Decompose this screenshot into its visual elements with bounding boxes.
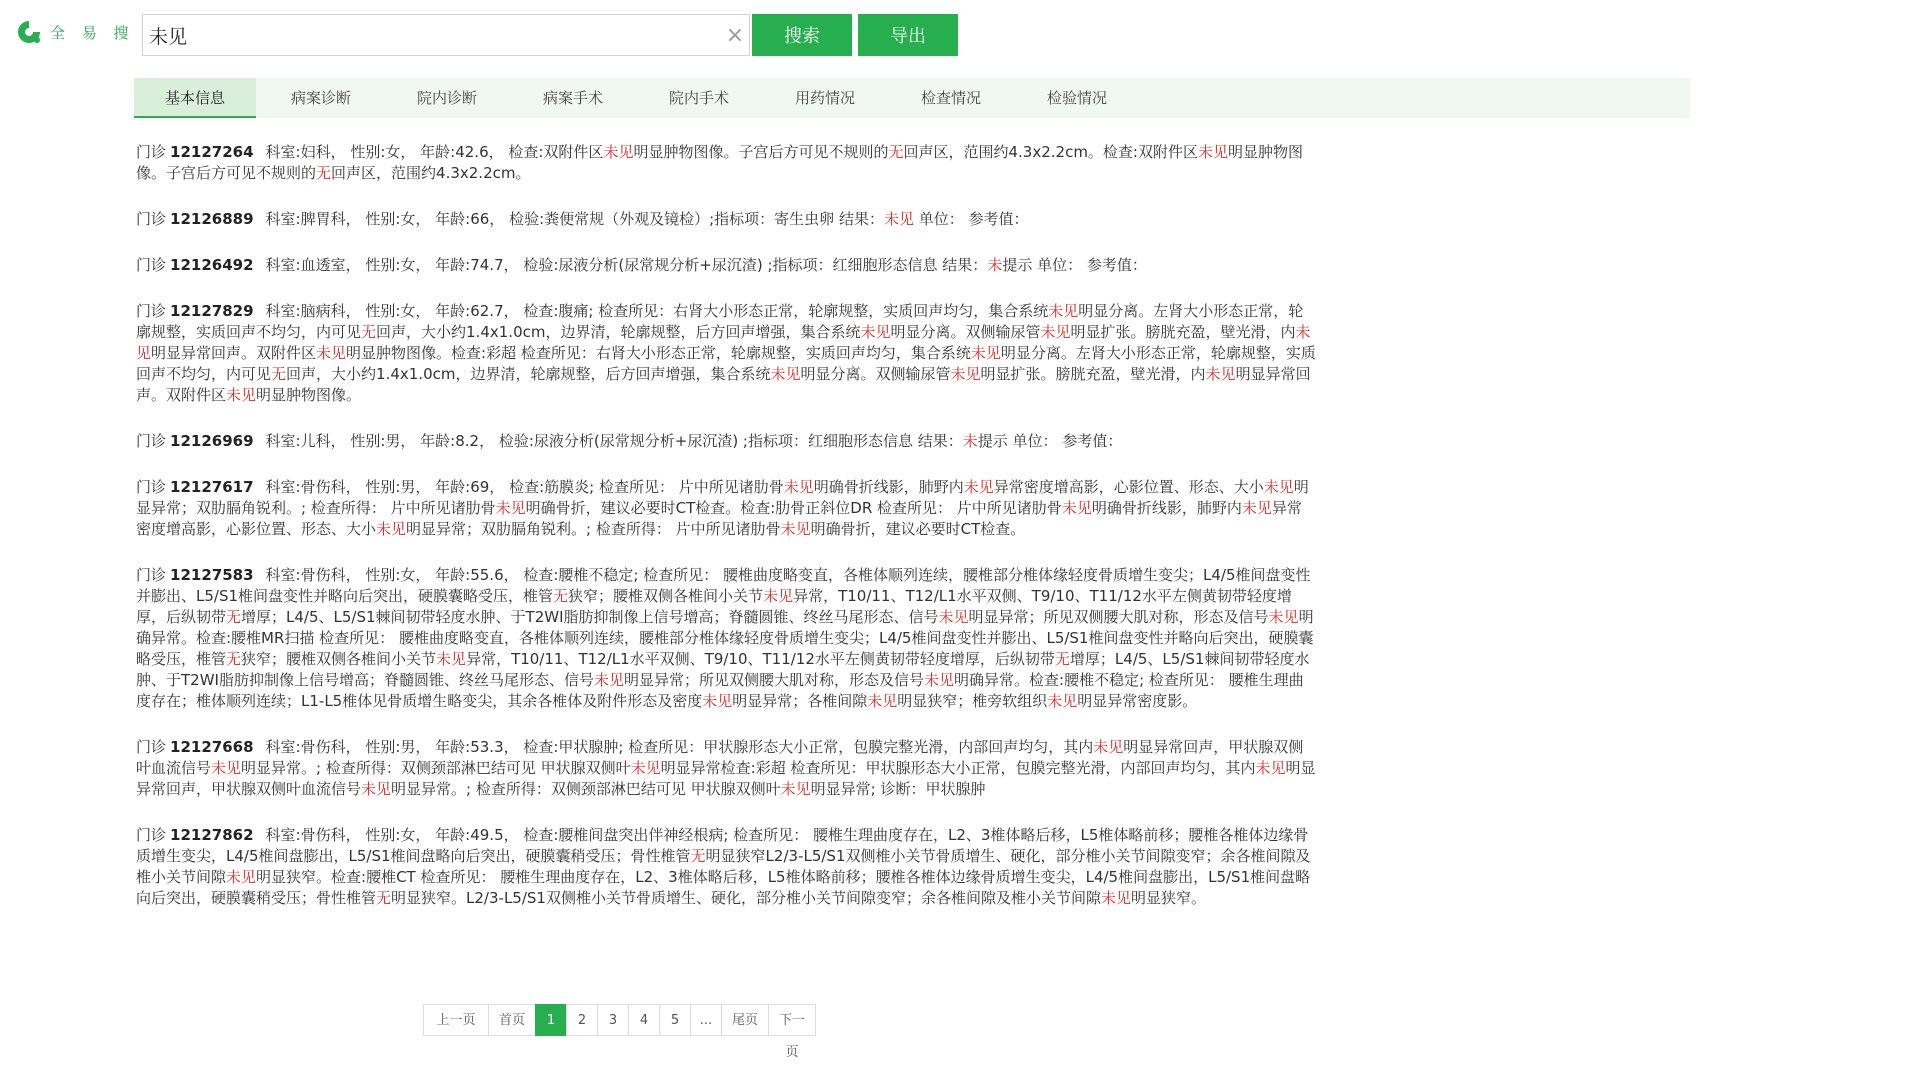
keyword-highlight: 未见 [883, 210, 914, 228]
record-text: 科室:脾胃科， 性别:女， 年龄:66， 检验:粪便常规（外观及镜检）;指标项：寄生虫卵 结果：未见 单位： 参考值： [265, 210, 1029, 228]
keyword-highlight: 未见 [316, 344, 347, 362]
keyword-highlight: 未见 [1047, 692, 1078, 710]
list-item [136, 142, 1316, 184]
keyword-highlight: 未见 [1061, 499, 1092, 517]
keyword-highlight: 未见 [1205, 365, 1236, 383]
keyword-highlight: 无 [888, 143, 904, 161]
page-button-current[interactable]: 1 [535, 1004, 567, 1036]
keyword-highlight: 未见 [630, 759, 661, 777]
keyword-highlight: 无 [376, 889, 392, 907]
tab-examination[interactable]: 检查情况 [920, 89, 981, 107]
list-item [136, 431, 1316, 452]
keyword-highlight: 未见 [1263, 478, 1294, 496]
tab-case-diagnosis[interactable]: 病案诊断 [290, 89, 351, 107]
tab-basic-info[interactable]: 基本信息 [134, 78, 256, 118]
export-button[interactable]: 导出 [858, 14, 958, 56]
logo-text: 全 易 搜 [50, 23, 135, 42]
first-page-button[interactable]: 首页 [488, 1004, 536, 1036]
keyword-highlight: 未见 [950, 365, 981, 383]
category-tabs [134, 78, 1690, 118]
logo-icon [16, 19, 42, 45]
page-button[interactable]: 2 [566, 1004, 598, 1036]
list-item [136, 737, 1316, 800]
record-type: 门诊 [136, 826, 167, 844]
record-text: 科室:骨伤科， 性别:女， 年龄:55.6， 检查:腰椎不稳定; 检查所见： 腰椎曲度略变直，各椎体顺列连续，腰椎部分椎体缘轻度骨质增生变尖；L4/5椎间盘变性并膨出、L5/S1椎间盘变性并略向后突出，硬膜囊略受压，椎管无狭窄；腰椎双侧各椎间小关节未见异常，T10/11、T12/L1水平双侧、T9/10、T11/12水平左侧黄韧带轻度增厚，后纵韧带无增厚；L4/5、L5/S1棘间韧带轻度水肿、于T2WI脂肪抑制像上信号增高；脊髓圆锥、终丝马尾形态、信号未见明显异常；所见双侧腰大肌对称，形态及信号未见明确异常。检查:腰椎MR扫描 检查所见： 腰椎曲度略变直，各椎体顺列连续，腰椎部分椎体缘轻度骨质增生变尖；L4/5椎间盘变性并膨出、L5/S1椎间盘变性并略向后突出，硬膜囊略受压，椎管无狭窄；腰椎双侧各椎间小关节未见异常，T10/11、T12/L1水平双侧、T9/10、T11/12水平左侧黄韧带轻度增厚，后纵韧带无增厚；L4/5、L5/S1棘间韧带轻度水肿、于T2WI脂肪抑制像上信号增高；脊髓圆锥、终丝马尾形态、信号未见明显异常；所见双侧腰大肌对称，形态及信号未见明确异常。检查:腰椎不稳定; 检查所见： 腰椎生理曲度存在；椎体顺列连续；L1-L5椎体见骨质增生略变尖，其余各椎体及附件形态及密度未见明显异常；各椎间隙未见明显狭窄；椎旁软组织未见明显异常密度影。 [136, 566, 1314, 710]
record-type: 门诊 [136, 478, 167, 496]
record-type: 门诊 [136, 143, 167, 161]
keyword-highlight: 未见 [211, 759, 242, 777]
tab-inhospital-surgery[interactable]: 院内手术 [668, 89, 729, 107]
record-text: 科室:骨伤科， 性别:女， 年龄:49.5， 检查:腰椎间盘突出伴神经根病; 检查所见： 腰椎生理曲度存在，L2、3椎体略后移，L5椎体略前移；腰椎各椎体边缘骨质增生变尖，L4/5椎间盘膨出，L5/S1椎间盘略向后突出，硬膜囊稍受压；骨性椎管无明显狭窄L2/3-L5/S1双侧椎小关节骨质增生、硬化，部分椎小关节间隙变窄；余各椎间隙及椎小关节间隙未见明显狭窄。检查:腰椎CT 检查所见： 腰椎生理曲度存在，L2、3椎体略后移，L5椎体略前移；腰椎各椎体边缘骨质增生变尖，L4/5椎间盘膨出，L5/S1椎间盘略向后突出，硬膜囊稍受压；骨性椎管无明显狭窄。L2/3-L5/S1双侧椎小关节骨质增生、硬化，部分椎小关节间隙变窄；余各椎间隙及椎小关节间隙未见明显狭窄。 [136, 826, 1311, 907]
top-bar [0, 0, 1920, 66]
keyword-highlight: 未见 [361, 780, 392, 798]
record-text: 科室:脑病科， 性别:女， 年龄:62.7， 检查:腹痛; 检查所见：右肾大小形态正常，轮廓规整，实质回声均匀，集合系统未见明显分离。左肾大小形态正常，轮廓规整，实质回声不均匀，内可见无回声，大小约1.4x1.0cm，边界清，轮廓规整，后方回声增强，集合系统未见明显分离。双侧输尿管未见明显扩张。膀胱充盈，壁光滑，内未见明显异常回声。双附件区未见明显肿物图像。检查:彩超 检查所见：右肾大小形态正常，轮廓规整，实质回声均匀，集合系统未见明显分离。左肾大小形态正常，轮廓规整，实质回声不均匀，内可见无回声，大小约1.4x1.0cm，边界清，轮廓规整，后方回声增强，集合系统未见明显分离。双侧输尿管未见明显扩张。膀胱充盈，壁光滑，内未见明显异常回声。双附件区未见明显肿物图像。 [136, 302, 1316, 404]
keyword-highlight: 未 [987, 256, 1003, 274]
keyword-highlight: 无 [553, 587, 569, 605]
record-text: 科室:血透室， 性别:女， 年龄:74.7， 检验:尿液分析(尿常规分析+尿沉渣) ;指标项：红细胞形态信息 结果：未提示 单位： 参考值： [265, 256, 1147, 274]
keyword-highlight: 未见 [924, 671, 955, 689]
record-type: 门诊 [136, 432, 167, 450]
keyword-highlight: 未见 [376, 520, 407, 538]
keyword-highlight: 未见 [770, 365, 801, 383]
record-text: 科室:骨伤科， 性别:男， 年龄:53.3， 检查:甲状腺肿; 检查所见：甲状腺形态大小正常，包膜完整光滑，内部回声均匀，其内未见明显异常回声，甲状腺双侧叶血流信号未见明显异常。; 检查所得：双侧颈部淋巴结可见 甲状腺双侧叶未见明显异常检查:彩超 检查所见：甲状腺形态大小正常，包膜完整光滑，内部回声均匀，其内未见明显异常回声，甲状腺双侧叶血流信号未见明显异常。; 检查所得：双侧颈部淋巴结可见 甲状腺双侧叶未见明显异常; 诊断：甲状腺肿 [136, 738, 1316, 798]
keyword-highlight: 未见 [780, 520, 811, 538]
keyword-highlight: 无 [690, 847, 706, 865]
list-item [136, 301, 1316, 406]
keyword-highlight: 未见 [1048, 302, 1079, 320]
keyword-highlight: 未见 [1241, 499, 1272, 517]
page-button[interactable]: 4 [628, 1004, 660, 1036]
keyword-highlight: 未见 [593, 671, 624, 689]
keyword-highlight: 未见 [763, 587, 794, 605]
list-item [136, 255, 1316, 276]
last-page-button[interactable]: 尾页 [721, 1004, 769, 1036]
clear-icon[interactable]: × [725, 22, 745, 48]
record-text: 科室:骨伤科， 性别:男， 年龄:69， 检查:筋膜炎; 检查所见： 片中所见诸肋骨未见明确骨折线影，肺野内未见异常密度增高影，心影位置、形态、大小未见明显异常；双肋膈角锐利。; 检查所得： 片中所见诸肋骨未见明确骨折，建议必要时CT检查。检查:肋骨正斜位DR 检查所见： 片中所见诸肋骨未见明确骨折线影，肺野内未见异常密度增高影，心影位置、形态、大小未见明显异常；双肋膈角锐利。; 检查所得： 片中所见诸肋骨未见明确骨折，建议必要时CT检查。 [136, 478, 1309, 538]
record-id[interactable]: 12127264 [170, 143, 254, 161]
keyword-highlight: 无 [226, 608, 242, 626]
keyword-highlight: 未见 [702, 692, 733, 710]
keyword-highlight: 未见 [963, 478, 994, 496]
keyword-highlight: 未见 [783, 478, 814, 496]
prev-page-button[interactable]: 上一页 [423, 1004, 489, 1036]
record-id[interactable]: 12126969 [170, 432, 254, 450]
keyword-highlight: 未见 [780, 780, 811, 798]
tab-case-surgery[interactable]: 病案手术 [542, 89, 603, 107]
keyword-highlight: 未见 [938, 608, 969, 626]
result-list [136, 142, 1316, 934]
record-type: 门诊 [136, 566, 167, 584]
search-input[interactable] [143, 16, 721, 54]
record-id[interactable]: 12127829 [170, 302, 254, 320]
keyword-highlight: 未见 [436, 650, 467, 668]
tab-inhospital-diagnosis[interactable]: 院内诊断 [416, 89, 477, 107]
keyword-highlight: 未见 [136, 323, 1311, 362]
keyword-highlight: 未见 [867, 692, 898, 710]
keyword-highlight: 未见 [1255, 759, 1286, 777]
next-page-button[interactable]: 下一页 [768, 1004, 816, 1036]
keyword-highlight: 未见 [970, 344, 1001, 362]
record-id[interactable]: 12126492 [170, 256, 254, 274]
keyword-highlight: 无 [1054, 650, 1070, 668]
record-type: 门诊 [136, 210, 167, 228]
keyword-highlight: 未见 [1198, 143, 1229, 161]
app-logo[interactable] [16, 19, 135, 45]
record-id[interactable]: 12127617 [170, 478, 254, 496]
list-item [136, 565, 1316, 712]
keyword-highlight: 未见 [1100, 889, 1131, 907]
tab-medication[interactable]: 用药情况 [794, 89, 855, 107]
keyword-highlight: 无 [226, 650, 242, 668]
keyword-highlight: 无 [316, 164, 332, 182]
keyword-highlight: 未见 [603, 143, 634, 161]
keyword-highlight: 未见 [860, 323, 891, 341]
list-item [136, 825, 1316, 909]
record-text: 科室:妇科， 性别:女， 年龄:42.6， 检查:双附件区未见明显肿物图像。子宫后方可见不规则的无回声区，范围约4.3x2.2cm。检查:双附件区未见明显肿物图像。子宫后方可见不规则的无回声区，范围约4.3x2.2cm。 [136, 143, 1304, 182]
tab-lab-test[interactable]: 检验情况 [1046, 89, 1107, 107]
pagination [424, 1004, 816, 1060]
search-button[interactable]: 搜索 [752, 14, 852, 56]
keyword-highlight: 未 [962, 432, 978, 450]
record-id[interactable]: 12127583 [170, 566, 254, 584]
keyword-highlight: 未见 [226, 868, 257, 886]
page-ellipsis: ... [690, 1004, 722, 1036]
keyword-highlight: 无 [361, 323, 377, 341]
keyword-highlight: 未见 [1268, 608, 1299, 626]
record-type: 门诊 [136, 256, 167, 274]
search-box [142, 14, 750, 56]
record-id[interactable]: 12127668 [170, 738, 254, 756]
record-id[interactable]: 12126889 [170, 210, 254, 228]
record-text: 科室:儿科， 性别:男， 年龄:8.2， 检验:尿液分析(尿常规分析+尿沉渣) ;指标项：红细胞形态信息 结果：未提示 单位： 参考值： [265, 432, 1123, 450]
keyword-highlight: 未见 [1093, 738, 1124, 756]
list-item [136, 209, 1316, 230]
list-item [136, 477, 1316, 540]
record-type: 门诊 [136, 302, 167, 320]
keyword-highlight: 未见 [495, 499, 526, 517]
keyword-highlight: 未见 [226, 386, 257, 404]
record-type: 门诊 [136, 738, 167, 756]
page-button[interactable]: 3 [597, 1004, 629, 1036]
record-id[interactable]: 12127862 [170, 826, 254, 844]
keyword-highlight: 无 [271, 365, 287, 383]
page-button[interactable]: 5 [659, 1004, 691, 1036]
keyword-highlight: 未见 [1040, 323, 1071, 341]
